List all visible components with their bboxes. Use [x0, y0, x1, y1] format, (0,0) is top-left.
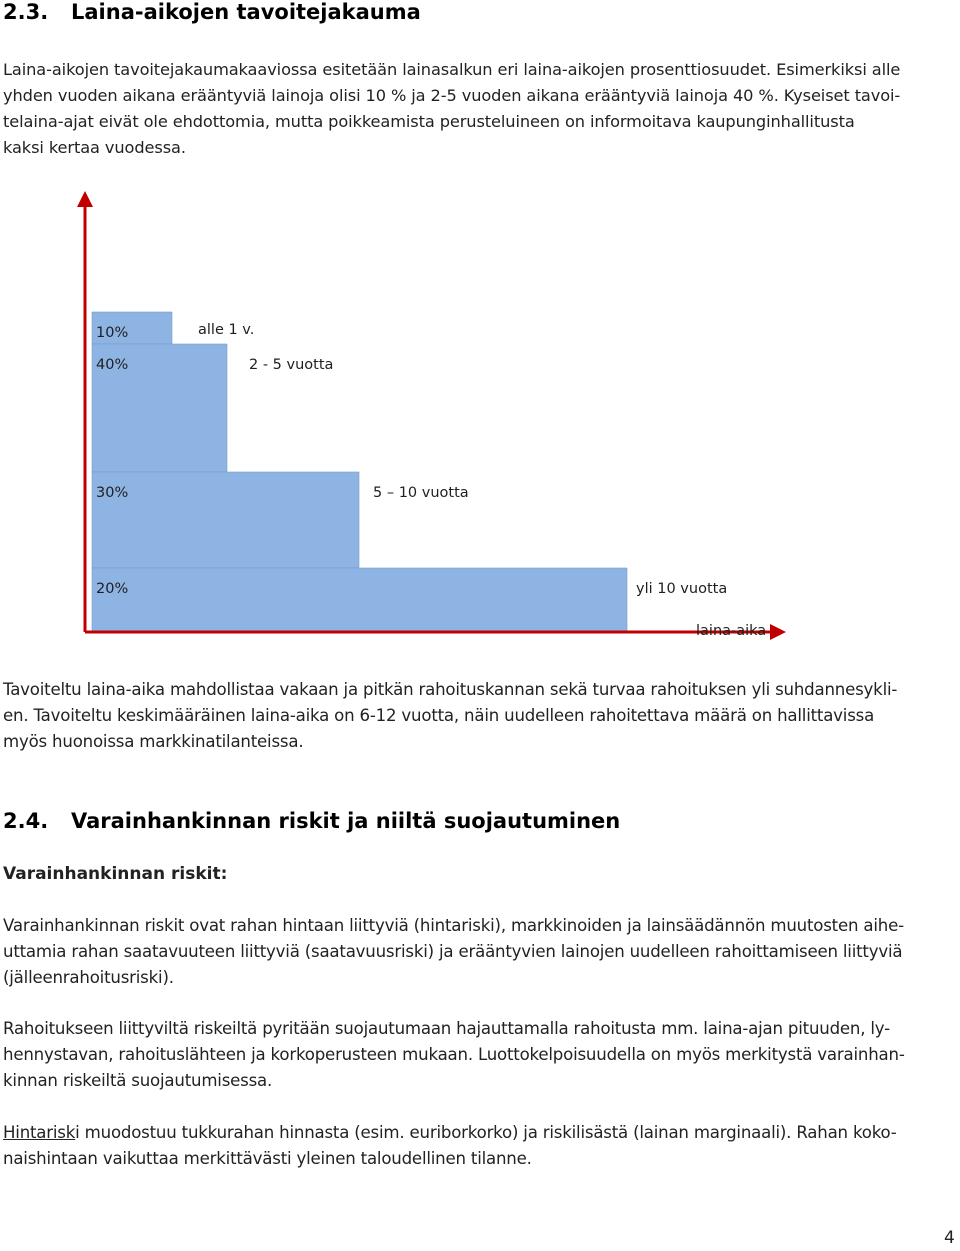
paragraph-line: (jälleenrahoitusriski).: [3, 968, 174, 987]
chart-explanation-paragraph: [3, 677, 897, 755]
section-title: Laina-aikojen tavoitejakauma: [71, 0, 421, 24]
paragraph-line: [3, 1120, 897, 1146]
section-title: Varainhankinnan riskit ja niiltä suojautuminen: [71, 809, 621, 833]
paragraph-line: Rahoitukseen liittyviltä riskeiltä pyritään suojautumaan hajauttamalla rahoitusta mm. laina-ajan pituuden, ly-: [3, 1019, 890, 1038]
chart-category-label: 5 – 10 vuotta: [373, 485, 469, 501]
chart-x-axis-label: laina-aika: [696, 623, 767, 639]
chart-value-label: 30%: [96, 485, 129, 501]
paragraph-line: Tavoiteltu laina-aika mahdollistaa vakaan ja pitkän rahoituskannan sekä turvaa rahoituksen yli suhdannesykli-: [3, 680, 898, 699]
chart-category-label: 2 - 5 vuotta: [249, 357, 334, 373]
chart-x-axis-arrow: [770, 624, 786, 640]
section-number: 2.4.: [3, 809, 49, 833]
paragraph-line: en. Tavoiteltu keskimääräinen laina-aika on 6-12 vuotta, näin uudelleen rahoitettava määrä on hallittavissa: [3, 706, 875, 725]
chart-y-axis-arrow: [77, 191, 93, 207]
intro-paragraph: [3, 57, 900, 161]
risks-paragraph: [3, 913, 904, 991]
paragraph-line: naishintaan vaikuttaa merkittävästi yleinen taloudellinen tilanne.: [3, 1149, 532, 1168]
section-heading-2-3: [3, 0, 421, 24]
chart-bar-3: [92, 472, 359, 568]
chart-category-label: alle 1 v.: [198, 322, 255, 338]
paragraph-line: kaksi kertaa vuodessa.: [3, 138, 186, 157]
paragraph-line: hennystavan, rahoituslähteen ja korkoperusteen mukaan. Luottokelpoisuudella on myös merkitystä varainhan-: [3, 1045, 905, 1064]
paragraph-line: myös huonoissa markkinatilanteissa.: [3, 732, 304, 751]
loan-maturity-chart: [0, 185, 960, 655]
paragraph-line: Laina-aikojen tavoitejakaumakaaviossa esitetään lainasalkun eri laina-aikojen prosenttiosuudet. Esimerkiksi alle: [3, 60, 901, 79]
price-risk-paragraph: [3, 1120, 897, 1172]
page-number: 4: [944, 1228, 955, 1248]
hedging-paragraph: [3, 1016, 905, 1094]
chart-value-label: 10%: [96, 325, 129, 341]
section-number: 2.3.: [3, 0, 49, 24]
paragraph-line: kinnan riskeiltä suojautumisessa.: [3, 1071, 273, 1090]
chart-bar-4: [92, 568, 627, 632]
chart-value-label: 20%: [96, 581, 129, 597]
paragraph-line: Varainhankinnan riskit ovat rahan hintaan liittyviä (hintariski), markkinoiden ja lainsäädännön muutosten aihe-: [3, 916, 904, 935]
section-heading-2-4: [3, 809, 620, 833]
price-risk-term: Hintarisk: [3, 1123, 76, 1142]
paragraph-line: telaina-ajat eivät ole ehdottomia, mutta poikkeamista perusteluineen on informoitava kaupunginhallitusta: [3, 112, 855, 131]
risk-subheading: Varainhankinnan riskit:: [3, 864, 228, 884]
price-risk-text: i muodostuu tukkurahan hinnasta (esim. euriborkorko) ja riskilisästä (lainan marginaali). Rahan koko-: [75, 1123, 897, 1142]
chart-category-label: yli 10 vuotta: [636, 581, 728, 597]
paragraph-line: uttamia rahan saatavuuteen liittyviä (saatavuusriski) ja erääntyvien lainojen uudelleen rahoittamiseen liittyviä: [3, 942, 903, 961]
chart-value-label: 40%: [96, 357, 129, 373]
paragraph-line: yhden vuoden aikana erääntyviä lainoja olisi 10 % ja 2-5 vuoden aikana erääntyviä lainoja 40 %. Kyseiset tavoi-: [3, 86, 901, 105]
